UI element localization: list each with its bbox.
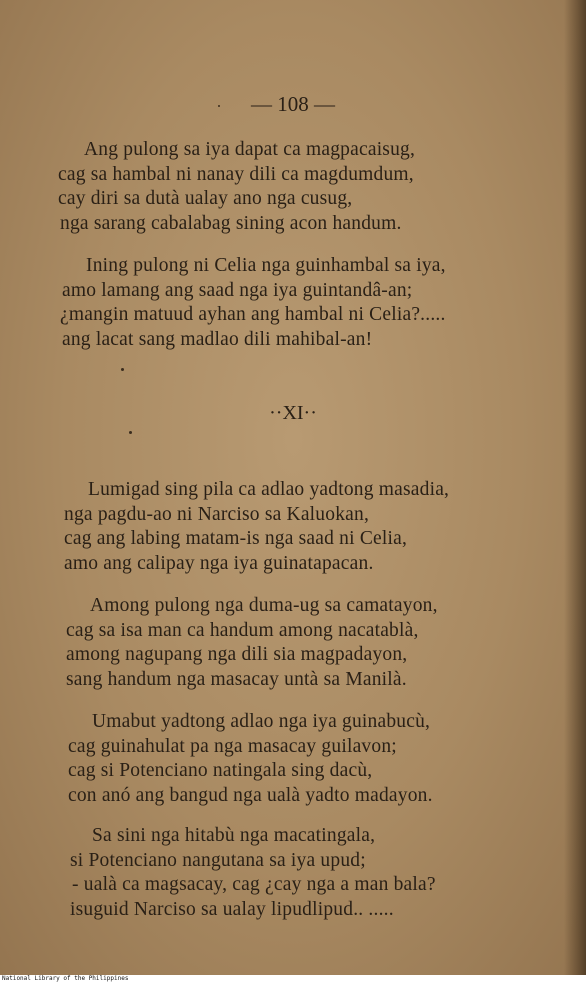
footer-bar — [0, 975, 586, 983]
stanza-line: nga sarang cabalabag sining acon handum. — [60, 212, 402, 234]
stanza-line: amo ang calipay nga iya guinatapacan. — [64, 552, 374, 574]
ink-speck — [218, 105, 220, 107]
stanza-line: Umabut yadtong adlao nga iya guinabucù, — [92, 711, 431, 732]
stanza-line: cag sa isa man ca handum among nacatablà, — [66, 619, 419, 641]
stanza-line: Among pulong nga duma-ug sa camatayon, — [90, 595, 438, 616]
stanza-6 — [0, 824, 586, 922]
stanza-line: Lumigad sing pila ca adlao yadtong masadia, — [88, 479, 450, 500]
stanza-3 — [0, 478, 586, 576]
stanza-line: Ining pulong ni Celia nga guinhambal sa iya, — [86, 255, 446, 276]
stanza-line: amo lamang ang saad nga iya guintandâ-an; — [62, 279, 413, 301]
stanza-5 — [0, 710, 586, 808]
stanza-line: con anó ang bangud nga ualà yadto madayon. — [68, 784, 433, 806]
ink-speck — [121, 368, 124, 371]
stanza-line: cag ang labing matam-is nga saad ni Celia, — [64, 528, 408, 549]
stanza-4 — [0, 594, 586, 692]
page-number: — 108 — — [251, 92, 335, 116]
ink-speck — [129, 431, 132, 434]
stanza-line: among nagupang nga dili sia magpadayon, — [66, 644, 408, 665]
stanza-line: - ualà ca magsacay, cag ¿cay nga a man bala? — [72, 874, 436, 895]
stanza-line: cay diri sa dutà ualay ano nga cusug, — [58, 188, 353, 209]
stanza-line: ang lacat sang madlao dili mahibal-an! — [62, 328, 373, 350]
stanza-line: si Potenciano nangutana sa iya upud; — [70, 849, 366, 871]
footer-credit: National Library of the Philippines — [2, 975, 129, 982]
stanza-line: nga pagdu-ao ni Narciso sa Kaluokan, — [64, 503, 370, 525]
stanza-line: Ang pulong sa iya dapat ca magpacaisug, — [84, 139, 416, 160]
stanza-line: Sa sini nga hitabù nga macatingala, — [92, 825, 376, 846]
stanza-1 — [0, 138, 586, 236]
stanza-line: isuguid Narciso sa ualay lipudlipud.. ..... — [70, 898, 394, 920]
stanza-line: sang handum nga masacay untà sa Manilà. — [66, 668, 407, 690]
chapter-heading: ··XI·· — [269, 402, 317, 424]
stanza-line: cag sa hambal ni nanay dili ca magdumdum, — [58, 163, 414, 185]
stanza-line: cag guinahulat pa nga masacay guilavon; — [68, 735, 397, 757]
stanza-line: cag si Potenciano natingala sing dacù, — [68, 760, 373, 781]
stanza-line: ¿mangin matuud ayhan ang hambal ni Celia?..... — [60, 304, 446, 325]
stanza-2 — [0, 254, 586, 352]
